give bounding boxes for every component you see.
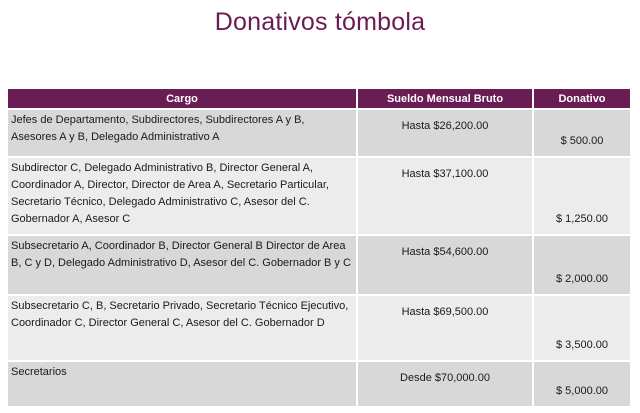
cell-donativo: $ 2,000.00 [533, 235, 630, 295]
header-donativo: Donativo [533, 89, 630, 109]
header-cargo: Cargo [8, 89, 357, 109]
table-row [8, 295, 630, 361]
cell-donativo: $ 5,000.00 [533, 361, 630, 406]
donativos-table [8, 89, 630, 406]
cell-cargo: Subsecretario A, Coordinador B, Director General B Director de Area B, C y D, Delegado Administrativo D, Asesor del C. Gobernador B y C [8, 235, 357, 295]
table-row [8, 157, 630, 235]
cell-sueldo: Hasta $37,100.00 [357, 157, 533, 235]
cell-cargo: Jefes de Departamento, Subdirectores, Subdirectores A y B, Asesores A y B, Delegado Administrativo A [8, 109, 357, 157]
cell-sueldo: Hasta $69,500.00 [357, 295, 533, 361]
cell-cargo: Subdirector C, Delegado Administrativo B, Director General A, Coordinador A, Director, Director de Area A, Secretario Particular, Secretario Técnico, Delegado Administrativo C, Asesor del C. Gobernador A, Asesor C [8, 157, 357, 235]
cell-sueldo: Desde $70,000.00 [357, 361, 533, 406]
cell-cargo: Subsecretario C, B, Secretario Privado, Secretario Técnico Ejecutivo, Coordinador C, Director General C, Asesor del C. Gobernador D [8, 295, 357, 361]
page-title: Donativos tómbola [214, 8, 426, 36]
header-sueldo: Sueldo Mensual Bruto [357, 89, 533, 109]
cell-sueldo: Hasta $26,200.00 [357, 109, 533, 157]
table-row [8, 235, 630, 295]
table-row [8, 361, 630, 406]
cell-donativo: $ 3,500.00 [533, 295, 630, 361]
table-header-row [8, 89, 630, 109]
cell-sueldo: Hasta $54,600.00 [357, 235, 533, 295]
table-row [8, 109, 630, 157]
cell-donativo: $ 1,250.00 [533, 157, 630, 235]
cell-cargo: Secretarios [8, 361, 357, 406]
cell-donativo: $ 500.00 [533, 109, 630, 157]
